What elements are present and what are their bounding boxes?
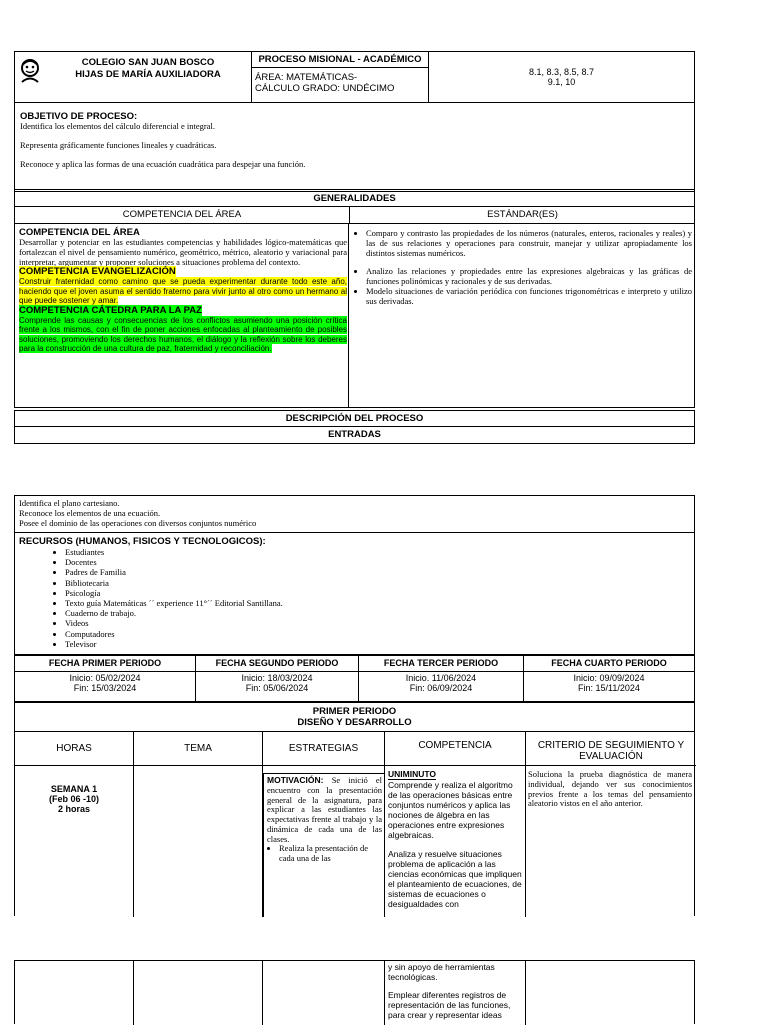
col-tema: TEMA bbox=[184, 743, 212, 754]
motivacion-label: MOTIVACIÓN: bbox=[267, 775, 324, 785]
comp-area-title: COMPETENCIA DEL ÁREA bbox=[19, 227, 140, 238]
estandar-cell bbox=[350, 224, 695, 407]
recursos-box bbox=[14, 532, 695, 655]
col-horas: HORAS bbox=[56, 743, 92, 754]
motivacion-text: Se inició el encuentro con la presentación general de la asignatura, para explicar a las estudiantes las expectativas frente al trabajo y la dinámica de cada una de las clases. bbox=[267, 775, 383, 844]
col-estrategias: ESTRATEGIAS bbox=[288, 743, 359, 754]
header-table bbox=[14, 51, 695, 103]
col-criterio: CRITERIO DE SEGUIMIENTO Y EVALUACIÓN bbox=[537, 740, 685, 762]
school-subname: HIJAS DE MARÍA AUXILIADORA bbox=[75, 69, 221, 80]
recursos-title: RECURSOS (HUMANOS, FISICOS Y TECNOLOGICOS): bbox=[19, 536, 266, 547]
recurso-item: • Estudiantes bbox=[65, 547, 690, 557]
competencia-cell bbox=[15, 224, 349, 407]
semana-1-hours: 2 horas bbox=[57, 804, 90, 814]
codes-line2: 9.1, 10 bbox=[547, 77, 576, 87]
process-title: PROCESO MISIONAL - ACADÉMICO bbox=[252, 52, 428, 68]
objetivo-title: OBJETIVO DE PROCESO: bbox=[20, 111, 138, 122]
col-estandar-header: ESTÁNDAR(ES) bbox=[350, 207, 695, 224]
recurso-item: • Psicología bbox=[65, 588, 690, 598]
diseno-title: DISEÑO Y DESARROLLO bbox=[297, 717, 412, 728]
semana-1-label: SEMANA 1 bbox=[50, 784, 98, 794]
objetivo-line1: Identifica los elementos del cálculo diferencial e integral. bbox=[20, 121, 215, 131]
periodo-2-fin: Fin: 05/06/2024 bbox=[245, 683, 309, 693]
recurso-item: • Docentes bbox=[65, 557, 690, 567]
periodo-2-inicio: Inicio: 18/03/2024 bbox=[241, 673, 313, 683]
recurso-item: • Cuaderno de trabajo. bbox=[65, 608, 690, 618]
comp-paz-title: COMPETENCIA CÁTEDRA PARA LA PAZ bbox=[19, 304, 202, 316]
periodo-4-title: FECHA CUARTO PERIODO bbox=[524, 656, 695, 672]
comp-evang-title: COMPETENCIA EVANGELIZACIÓN bbox=[19, 266, 176, 278]
competencia-p2: Analiza y resuelve situaciones problema de aplicación a las ciencias económicas que impliquen el planteamiento de ecuaciones, de sistemas de ecuaciones o desigualdades con bbox=[388, 849, 522, 909]
entrada-item: Posee el dominio de las operaciones con diversos conjuntos numérico bbox=[19, 517, 257, 528]
competencia-cont2: Emplear diferentes registros de representación de las funciones, para crear y representar ideas bbox=[388, 990, 511, 1020]
criterio-cell: Soluciona la prueba diagnóstica de manera individual, dejando ver sus conocimientos previos frente a los temas del pensamiento aleatorio vistos en el año anterior. bbox=[528, 769, 692, 809]
primer-periodo-header bbox=[14, 702, 695, 732]
competencia-p1: Comprende y realiza el algoritmo de las operaciones básicas entre conjuntos numéricos y aplica las nociones de álgebra en las operaciones entre expresiones algebraicas. bbox=[388, 780, 513, 840]
periodo-4-fin: Fin: 15/11/2024 bbox=[578, 683, 640, 693]
recurso-item: • Padres de Familia bbox=[65, 567, 690, 577]
process-cell bbox=[252, 52, 429, 103]
competencia-continued bbox=[388, 962, 523, 1020]
periodo-3-fin: Fin: 06/09/2024 bbox=[409, 683, 473, 693]
entrada-item: Identifica el plano cartesiano. bbox=[19, 498, 120, 508]
recurso-item: • Texto guía Matemáticas ´´ experience 11°´´ Editorial Santillana. bbox=[65, 598, 690, 608]
estandar-item: • Analizo las relaciones y propiedades entre las expresiones algebraicas y las gráficas de funciones polinómicas y racionales y de sus derivadas. bbox=[366, 267, 692, 287]
entrada-item: Reconoce los elementos de una ecuación. bbox=[19, 507, 161, 518]
competencia-cont1: y sin apoyo de herramientas tecnológicas. bbox=[388, 962, 495, 982]
periodo-4-inicio: Inicio: 09/09/2024 bbox=[573, 673, 645, 683]
periodo-1-title: FECHA PRIMER PERIODO bbox=[15, 656, 196, 672]
school-name: COLEGIO SAN JUAN BOSCO bbox=[81, 57, 215, 68]
design-table bbox=[14, 731, 695, 916]
semana-1-cell bbox=[15, 784, 133, 814]
comp-evang-text: Construir fraternidad como camino que se pueda experimentar durante todo este año, haciendo que el joven asuma el sentido fraterno para vivir junto al otro como un hermano al que puede sostener y amar. bbox=[19, 277, 347, 306]
estrategia-bullet: • Realiza la presentación de cada una de las bbox=[279, 844, 382, 864]
semana-1-dates: (Feb 06 -10) bbox=[48, 794, 99, 804]
comp-paz-text: Comprende las causas y consecuencias de los conflictos asumiendo una posición crítica frente a los mismos, con el fin de poner acciones enfocadas al planteamiento de posibles soluciones, promoviendo los derechos humanos, el diálogo y la reflexión sobre los deberes para la construcción de una cultura de paz, fraternidad y reconciliación. bbox=[19, 315, 347, 354]
grade-label: CÁLCULO GRADO: UNDÉCIMO bbox=[255, 83, 395, 94]
objetivo-frame bbox=[14, 103, 695, 191]
periodo-1-inicio: Inicio: 05/02/2024 bbox=[69, 673, 141, 683]
codes-cell bbox=[429, 52, 695, 103]
periodo-3-inicio: Inicio. 11/06/2024 bbox=[405, 673, 477, 683]
competencia-detail-cell bbox=[385, 769, 525, 909]
estrategias-cell bbox=[263, 773, 384, 917]
estandar-item: • Modelo situaciones de variación periódica con funciones trigonométricas e interpreto y utilizo sus derivadas. bbox=[366, 287, 692, 307]
periodo-1-fin: Fin: 15/03/2024 bbox=[73, 683, 137, 693]
school-logo-icon bbox=[19, 58, 41, 89]
col-competencia-header: COMPETENCIA DEL ÁREA bbox=[15, 207, 350, 224]
codes-line1: 8.1, 8.3, 8.5, 8.7 bbox=[528, 67, 595, 77]
area-label: ÁREA: MATEMÁTICAS- bbox=[255, 72, 358, 83]
periodo-3-title: FECHA TERCER PERIODO bbox=[359, 656, 524, 672]
objetivo-line3: Reconoce y aplica las formas de una ecuación cuadrática para despejar una función. bbox=[20, 158, 306, 169]
recurso-item: • Bibliotecaria bbox=[65, 578, 690, 588]
periodo-2-title: FECHA SEGUNDO PERIODO bbox=[196, 656, 359, 672]
comp-std-table bbox=[14, 206, 695, 408]
generalidades-header: GENERALIDADES bbox=[14, 191, 695, 207]
periodos-table bbox=[14, 655, 695, 702]
page3-table bbox=[14, 960, 695, 1024]
recurso-item: • Televisor bbox=[65, 639, 690, 649]
entradas-box bbox=[14, 495, 695, 533]
estandar-item: • Comparo y contrasto las propiedades de los números (naturales, enteros, racionales y reales) y las de sus relaciones y operaciones para construir, manejar y utilizar apropiadamente los distintos sistemas numéricos. bbox=[366, 229, 692, 258]
objetivo-line2: Representa gráficamente funciones lineales y cuadráticas. bbox=[20, 139, 217, 150]
school-cell bbox=[15, 52, 252, 103]
entradas-header: ENTRADAS bbox=[14, 426, 695, 444]
uniminuto-title: UNIMINUTO bbox=[388, 769, 437, 779]
recurso-item: • Computadores bbox=[65, 629, 690, 639]
primer-periodo-title: PRIMER PERIODO bbox=[312, 706, 397, 717]
descripcion-header: DESCRIPCIÓN DEL PROCESO bbox=[14, 410, 695, 427]
comp-area-text: Desarrollar y potenciar en las estudiantes competencias y habilidades lógico-matemáticas que fortalezcan el nivel de pensamiento numérico, geométrico, métrico, aleatorio y variacional para interpretar, argumentar y proponer soluciones a situaciones problema del contexto. bbox=[19, 237, 347, 267]
col-competencia: COMPETENCIA bbox=[418, 740, 492, 751]
recurso-item: • Videos bbox=[65, 618, 690, 628]
